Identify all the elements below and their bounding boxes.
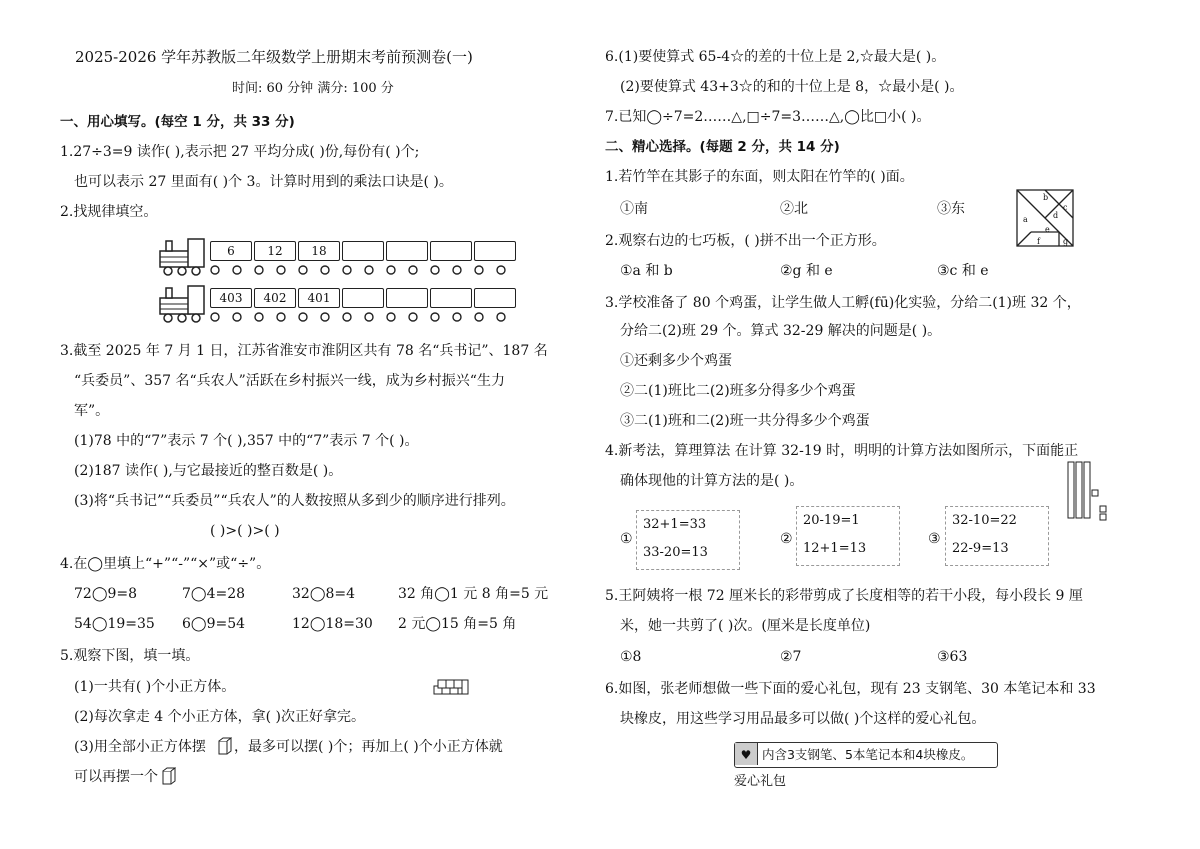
cube-stack-icon xyxy=(432,676,472,700)
c4-option-box xyxy=(945,506,1049,566)
q4-item: 2 元◯15 角=5 角 xyxy=(398,616,517,632)
tangram-label: e xyxy=(1045,225,1050,234)
calc-line: 32+1=33 xyxy=(643,517,707,532)
q3-line2: “兵委员”、357 名“兵农人”活跃在乡村振兴一线，成为乡村振兴“生力 xyxy=(74,373,505,389)
q3-line1: 3.截至 2025 年 7 月 1 日，江苏省淮安市淮阴区共有 78 名“兵书记”、187 名 xyxy=(60,343,548,359)
counting-rods-icon xyxy=(1066,460,1116,524)
cube-shape-icon xyxy=(162,767,176,785)
gift-note-box xyxy=(734,742,998,768)
c2-option: ①a 和 b xyxy=(620,263,673,279)
c4-option-number: ① xyxy=(620,531,633,547)
c5-option: ①8 xyxy=(620,649,642,665)
locomotive-icon xyxy=(158,282,208,324)
gift-icon: ♥ xyxy=(735,743,758,765)
c4-line1: 4.新考法，算理算法 在计算 32-19 时，明明的计算方法如图所示，下面能正 xyxy=(605,443,1079,459)
c1-text: 1.若竹竿在其影子的东面，则太阳在竹竿的( )面。 xyxy=(605,169,914,185)
c3-option: ②二(1)班比二(2)班多分得多少个鸡蛋 xyxy=(620,383,856,399)
tangram-label: c xyxy=(1063,203,1068,212)
c4-option-box xyxy=(636,510,740,570)
calc-line: 33-20=13 xyxy=(643,545,708,560)
q3-part1: (1)78 中的“7”表示 7 个( ),357 中的“7”表示 7 个( )。 xyxy=(74,433,419,449)
q5-part3-c: 可以再摆一个 xyxy=(74,769,158,785)
gift-label: 爱心礼包 xyxy=(734,774,787,789)
locomotive-icon xyxy=(158,235,208,277)
c1-option: ①南 xyxy=(620,201,648,217)
q1-line2: 也可以表示 27 里面有( )个 3。计算时用到的乘法口诀是( )。 xyxy=(74,174,453,190)
c5-line1: 5.王阿姨将一根 72 厘米长的彩带剪成了长度相等的若干小段，每小段长 9 厘 xyxy=(605,588,1083,604)
c4-option-number: ② xyxy=(780,531,793,547)
train1-car: 12 xyxy=(254,241,296,261)
q6-part1: 6.(1)要使算式 65-4☆的差的十位上是 2,☆最大是( )。 xyxy=(605,49,946,65)
calc-line: 12+1=13 xyxy=(803,541,867,556)
c2-option: ②g 和 e xyxy=(780,263,833,279)
tangram-label: b xyxy=(1043,193,1049,202)
c4-line2: 确体现他的计算方法的是( )。 xyxy=(620,473,804,489)
q5-part2: (2)每次拿走 4 个小正方体，拿( )次正好拿完。 xyxy=(74,709,366,725)
q5-part3-a: (3)用全部小正方体摆 xyxy=(74,739,206,755)
section2-heading: 二、精心选择。(每题 2 分，共 14 分) xyxy=(605,139,840,155)
q2-text: 2.找规律填空。 xyxy=(60,204,158,220)
exam-info: 时间: 60 分钟 满分: 100 分 xyxy=(232,81,394,96)
q5-text: 5.观察下图，填一填。 xyxy=(60,648,200,664)
q4-item: 6◯9=54 xyxy=(182,616,246,632)
calc-line: 20-19=1 xyxy=(803,513,860,528)
c3-option: ①还剩多少个鸡蛋 xyxy=(620,353,732,369)
q3-part3: (3)将“兵书记”“兵委员”“兵农人”的人数按照从多到少的顺序进行排列。 xyxy=(74,493,515,509)
q4-item: 32◯8=4 xyxy=(292,586,356,602)
q4-item: 72◯9=8 xyxy=(74,586,138,602)
q4-text: 4.在◯里填上“+”“-”“×”或“÷”。 xyxy=(60,556,271,572)
c2-option: ③c 和 e xyxy=(937,263,989,279)
c4-option-box xyxy=(796,506,900,566)
calc-line: 22-9=13 xyxy=(952,541,1009,556)
calc-line: 32-10=22 xyxy=(952,513,1017,528)
q3-line3: 军”。 xyxy=(74,403,110,419)
train1-car xyxy=(342,241,384,261)
c5-option: ③63 xyxy=(937,649,968,665)
train2-car: 401 xyxy=(298,288,340,308)
q7-text: 7.已知◯÷7=2……△,□÷7=3……△,◯比□小( )。 xyxy=(605,109,931,125)
train1-car: 6 xyxy=(210,241,252,261)
c2-text: 2.观察右边的七巧板，( )拼不出一个正方形。 xyxy=(605,233,886,249)
c6-line2: 块橡皮，用这些学习用品最多可以做( )个这样的爱心礼包。 xyxy=(620,711,986,727)
train1-car xyxy=(430,241,472,261)
c1-option: ③东 xyxy=(937,201,965,217)
cube-shape-icon xyxy=(218,737,232,755)
tangram-figure xyxy=(1015,188,1077,250)
c6-line1: 6.如图，张老师想做一些下面的爱心礼包，现有 23 支钢笔、30 本笔记本和 33 xyxy=(605,681,1096,697)
c3-line2: 分给二(2)班 29 个。算式 32-29 解决的问题是( )。 xyxy=(620,323,942,339)
page-title: 2025-2026 学年苏教版二年级数学上册期末考前预测卷(一) xyxy=(75,48,473,66)
q4-item: 32 角◯1 元 8 角=5 元 xyxy=(398,586,549,602)
c3-option: ③二(1)班和二(2)班一共分得多少个鸡蛋 xyxy=(620,413,870,429)
tangram-label: g xyxy=(1063,237,1069,246)
c4-option-number: ③ xyxy=(928,531,941,547)
q6-part2: (2)要使算式 43+3☆的和的十位上是 8，☆最小是( )。 xyxy=(620,79,964,95)
q4-item: 54◯19=35 xyxy=(74,616,155,632)
c5-option: ②7 xyxy=(780,649,802,665)
q5-part1: (1)一共有( )个小正方体。 xyxy=(74,679,236,695)
c5-line2: 米，她一共剪了( )次。(厘米是长度单位) xyxy=(620,618,871,634)
q5-part3-b: ，最多可以摆( )个；再加上( )个小正方体就 xyxy=(234,739,503,755)
q3-part2: (2)187 读作( ),与它最接近的整百数是( )。 xyxy=(74,463,343,479)
train2-car: 403 xyxy=(210,288,252,308)
section1-heading: 一、用心填写。(每空 1 分，共 33 分) xyxy=(60,114,295,130)
q1-line1: 1.27÷3=9 读作( ),表示把 27 平均分成( )份,每份有( )个; xyxy=(60,144,420,160)
gift-note-text: 内含3支钢笔、5本笔记本和4块橡皮。 xyxy=(761,747,974,762)
q4-item: 7◯4=28 xyxy=(182,586,246,602)
tangram-label: f xyxy=(1037,237,1040,246)
train1-car: 18 xyxy=(298,241,340,261)
train1-car xyxy=(386,241,428,261)
q4-item: 12◯18=30 xyxy=(292,616,373,632)
q3-blank-row: ( )>( )>( ) xyxy=(210,523,280,539)
tangram-label: a xyxy=(1023,215,1028,224)
c3-line1: 3.学校准备了 80 个鸡蛋，让学生做人工孵(fū)化实验，分给二(1)班 32 个， xyxy=(605,295,1081,311)
train1-car xyxy=(474,241,516,261)
tangram-label: d xyxy=(1053,211,1059,220)
train2-car: 402 xyxy=(254,288,296,308)
c1-option: ②北 xyxy=(780,201,808,217)
